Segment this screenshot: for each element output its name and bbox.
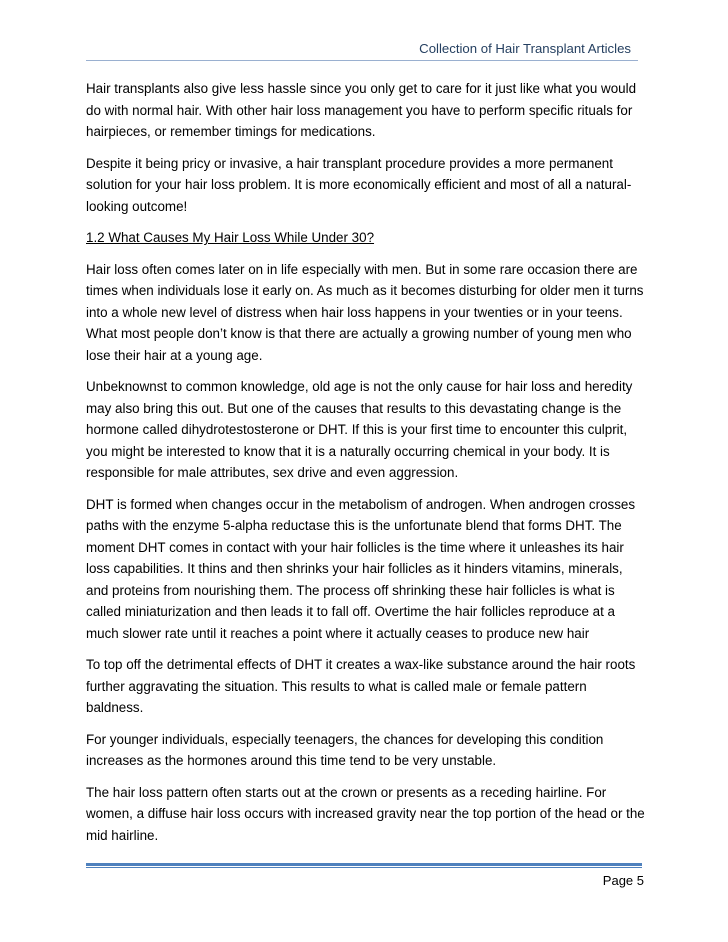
paragraph: Unbeknownst to common knowledge, old age is not the only cause for hair loss and heredity may also bring this out. But one of the causes that results to this devastating change is the hormone called dihydrotestosterone or DHT. If this is your first time to encounter this culprit, you might be interested to know that it is a naturally occurring chemical in your body. It is responsible for male attributes, sex drive and even aggression. <box>86 379 633 480</box>
section-heading: 1.2 What Causes My Hair Loss While Under 30? <box>86 230 375 245</box>
paragraph: To top off the detrimental effects of DHT it creates a wax-like substance around the hair roots further aggravating the situation. This results to what is called male or female pattern baldness. <box>86 657 636 715</box>
footer-rule-thin <box>86 867 642 868</box>
footer-rule <box>86 863 642 866</box>
paragraph: The hair loss pattern often starts out at the crown or presents as a receding hairline. For women, a diffuse hair loss occurs with increased gravity near the top portion of the head or the mid hairline. <box>86 784 645 843</box>
paragraph: DHT is formed when changes occur in the metabolism of androgen. When androgen crosses paths with the enzyme 5-alpha reductase this is the unfortunate blend that forms DHT. The moment DHT comes in contact with your hair follicles is the time where it unleashes its hair loss capabilities. It thins and then shrinks your hair follicles as it hinders vitamins, minerals, and proteins from nourishing them. The process off shrinking these hair follicles is what is called miniaturization and then leads it to fall off. Overtime the hair follicles reproduce at a much slower rate until it reaches a point where it actually ceases to produce new hair <box>86 496 636 641</box>
header-title: Collection of Hair Transplant Articles <box>419 41 631 56</box>
paragraph: Hair loss often comes later on in life especially with men. But in some rare occasion there are times when individuals lose it early on. As much as it becomes disturbing for older men it turns into a whole new level of distress when hair loss happens in your twenties or in your teens. What most people don’t know is that there are actually a growing number of young men who lose their hair at a young age. <box>86 261 644 363</box>
paragraph: Hair transplants also give less hassle since you only get to care for it just like what you would do with normal hair. With other hair loss management you have to perform specific rituals for hairpieces, or remember timings for medications. <box>86 81 637 139</box>
paragraph: Despite it being pricy or invasive, a hair transplant procedure provides a more permanent solution for your hair loss problem. It is more economically efficient and most of all a natural-looking outcome! <box>86 155 632 214</box>
paragraph: For younger individuals, especially teenagers, the chances for developing this condition increases as the hormones around this time tend to be very unstable. <box>86 731 604 768</box>
page-number: Page 5 <box>602 873 644 888</box>
running-header <box>86 40 638 61</box>
document-body <box>86 78 646 856</box>
